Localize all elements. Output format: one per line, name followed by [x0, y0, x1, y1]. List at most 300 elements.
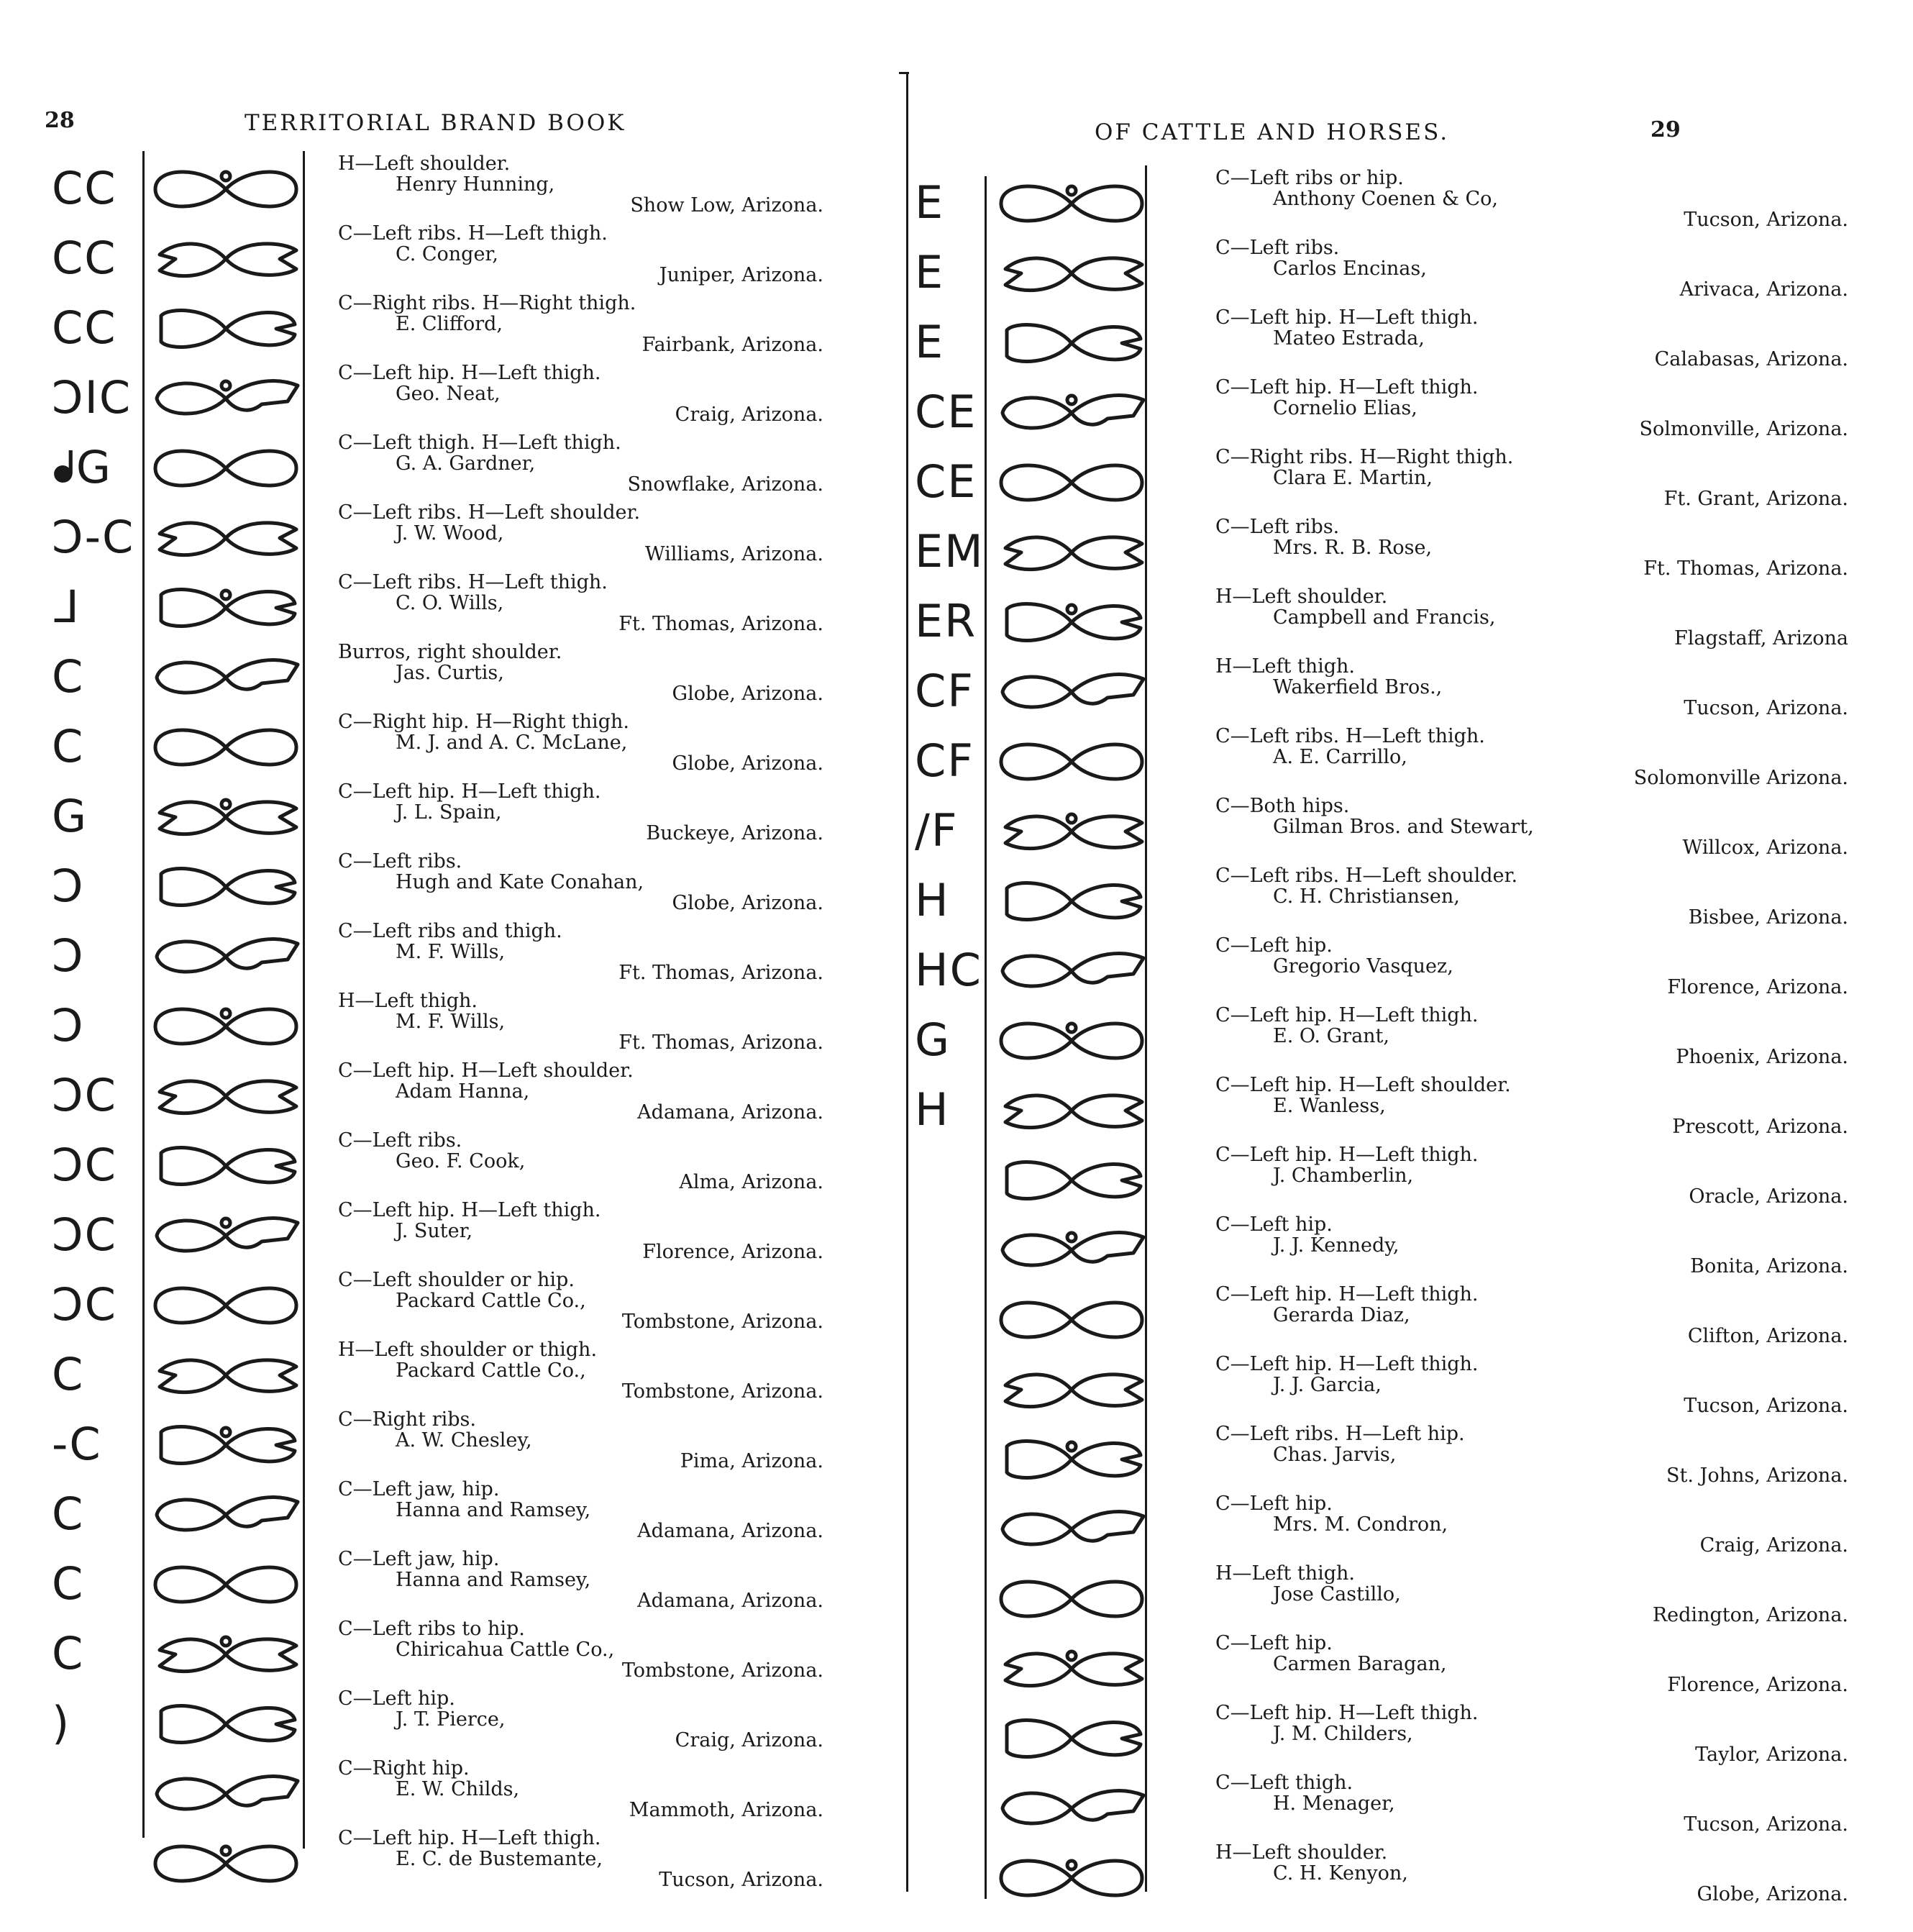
brand-entry — [338, 1688, 823, 1758]
brand-entry — [1215, 1144, 1848, 1214]
cattle-brand-letters — [915, 1154, 1001, 1205]
brand-location: C—Right hip. — [338, 1757, 470, 1780]
cattle-brand-letters: E — [915, 317, 945, 368]
owner-town: Ft. Thomas, Arizona. — [618, 613, 823, 635]
brand-location: C—Left ribs to hip. — [338, 1618, 525, 1640]
cattle-brand-letters: ƆC — [52, 1210, 117, 1260]
owner-town: Florence, Arizona. — [1667, 1674, 1848, 1696]
horse-brand-icon — [147, 512, 305, 567]
cattle-brand-letters — [915, 1224, 1001, 1275]
brand-entry — [1215, 447, 1848, 516]
owner-town: Globe, Arizona. — [672, 892, 823, 914]
brand-location: C—Right hip. H—Right thigh. — [338, 711, 629, 733]
owner-town: Ft. Thomas, Arizona. — [618, 962, 823, 984]
owner-name: J. M. Childers, — [1273, 1723, 1413, 1745]
entry-column — [338, 153, 823, 1897]
horse-brand-icon — [992, 1434, 1151, 1488]
brand-entry — [1215, 656, 1848, 726]
horse-brand-icon — [147, 1349, 305, 1404]
horse-brand-icon — [147, 1698, 305, 1753]
brand-entry — [1215, 1354, 1848, 1423]
owner-town: Show Low, Arizona. — [630, 194, 823, 217]
owner-town: Phoenix, Arizona. — [1676, 1046, 1848, 1068]
brand-location: C—Left hip. — [1215, 1493, 1333, 1515]
horse-brand-icon — [147, 442, 305, 497]
brand-entry — [338, 921, 823, 990]
brand-location: C—Left ribs. H—Left thigh. — [1215, 725, 1485, 747]
horse-brand-icon — [147, 373, 305, 427]
brand-location: C—Left thigh. — [1215, 1772, 1353, 1794]
owner-town: Calabasas, Arizona. — [1654, 348, 1848, 370]
cattle-brand-letters: Ɔ — [52, 931, 85, 981]
brand-entry — [1215, 935, 1848, 1005]
brand-location: C—Left ribs. — [1215, 237, 1340, 259]
owner-town: Mammoth, Arizona. — [629, 1799, 823, 1821]
cattle-brand-letters — [915, 1573, 1001, 1623]
owner-town: Tucson, Arizona. — [659, 1869, 823, 1891]
brand-entry — [1215, 1075, 1848, 1144]
owner-name: M. F. Wills, — [396, 1011, 506, 1033]
owner-town: Fairbank, Arizona. — [642, 334, 823, 356]
cattle-brand-letters: CC — [52, 163, 117, 214]
horse-brand-icon — [147, 1280, 305, 1334]
cattle-brand-letters — [52, 1838, 138, 1888]
owner-name: J. L. Spain, — [396, 801, 502, 824]
brand-entry — [1215, 168, 1848, 237]
owner-name: Hanna and Ramsey, — [396, 1569, 591, 1591]
cattle-brand-letters: H — [915, 875, 950, 926]
horse-brand-icon — [992, 1085, 1151, 1139]
owner-town: Florence, Arizona. — [1667, 976, 1848, 998]
horse-brand-icon — [992, 1782, 1151, 1837]
column-rule — [906, 72, 908, 1892]
brand-entry — [338, 153, 823, 223]
cattle-brand-letters — [915, 1713, 1001, 1763]
brand-entry — [338, 1758, 823, 1828]
page-header: TERRITORIAL BRAND BOOK — [245, 110, 626, 136]
owner-name: Geo. F. Cook, — [396, 1150, 526, 1172]
brand-location: C—Left ribs or hip. — [1215, 167, 1404, 189]
brand-entry — [338, 851, 823, 921]
brand-location: Burros, right shoulder. — [338, 641, 562, 663]
owner-name: Carlos Encinas, — [1273, 258, 1427, 280]
owner-town: Redington, Arizona. — [1652, 1604, 1848, 1626]
owner-name: E. Wanless, — [1273, 1095, 1386, 1117]
owner-town: Alma, Arizona. — [679, 1171, 823, 1193]
horse-brand-icon — [992, 1503, 1151, 1558]
owner-town: Globe, Arizona. — [672, 752, 823, 775]
brand-entry — [1215, 516, 1848, 586]
owner-name: Hanna and Ramsey, — [396, 1499, 591, 1521]
owner-name: J. Chamberlin, — [1273, 1165, 1414, 1187]
owner-name: M. J. and A. C. McLane, — [396, 732, 628, 754]
brand-entry — [338, 1339, 823, 1409]
brand-location: C—Right ribs. H—Right thigh. — [1215, 446, 1514, 468]
cattle-brand-letters: CE — [915, 457, 977, 507]
brand-entry — [338, 781, 823, 851]
cattle-brand-letters: C — [52, 652, 85, 702]
brand-entry — [338, 223, 823, 293]
brand-entry — [1215, 1005, 1848, 1075]
cattle-brand-letters: CE — [915, 387, 977, 437]
brand-location: C—Left hip. H—Left thigh. — [338, 780, 601, 803]
owner-town: Flagstaff, Arizona — [1674, 627, 1848, 650]
brand-entry — [338, 1130, 823, 1200]
horse-brand-icon — [992, 457, 1151, 511]
brand-location: C—Left ribs. — [338, 850, 462, 872]
owner-name: Campbell and Francis, — [1273, 606, 1496, 629]
brand-location: C—Left hip. — [1215, 1213, 1333, 1236]
cattle-brand-letters: C — [52, 721, 85, 772]
brand-location: C—Left hip. H—Left thigh. — [338, 1199, 601, 1221]
owner-name: Anthony Coenen & Co, — [1273, 188, 1498, 210]
horse-brand-icon — [992, 806, 1151, 860]
brand-entry — [1215, 377, 1848, 447]
brand-location: C—Left hip. H—Left thigh. — [1215, 1144, 1479, 1166]
owner-name: J. Suter, — [396, 1220, 473, 1242]
horse-brand-icon — [992, 1154, 1151, 1209]
owner-town: Tucson, Arizona. — [1684, 1813, 1848, 1836]
owner-town: Arivaca, Arizona. — [1679, 278, 1848, 301]
cattle-brand-letters — [915, 1643, 1001, 1693]
brand-location: C—Left hip. H—Left thigh. — [1215, 376, 1479, 398]
brand-location: C—Left hip. H—Left thigh. — [1215, 1353, 1479, 1375]
owner-town: Adamana, Arizona. — [637, 1101, 823, 1124]
cattle-brand-letters: ER — [915, 596, 977, 647]
owner-name: Jas. Curtis, — [396, 662, 504, 684]
brand-entry — [1215, 796, 1848, 865]
horse-brand-icon — [992, 1364, 1151, 1418]
owner-name: C. H. Kenyon, — [1273, 1862, 1408, 1885]
cattle-brand-letters: CF — [915, 736, 974, 786]
owner-town: Tombstone, Arizona. — [621, 1659, 823, 1682]
cattle-brand-letters: C — [52, 1559, 85, 1609]
brand-location: C—Left jaw, hip. — [338, 1478, 500, 1500]
horse-brand-icon — [992, 527, 1151, 581]
brand-location: C—Left ribs. H—Left thigh. — [338, 571, 608, 593]
brand-entry — [1215, 865, 1848, 935]
horse-brand-icon — [147, 1489, 305, 1544]
owner-town: Bonita, Arizona. — [1690, 1255, 1848, 1277]
cattle-brand-letters — [915, 1434, 1001, 1484]
owner-town: Tucson, Arizona. — [1684, 697, 1848, 719]
brand-entry — [1215, 1703, 1848, 1772]
brand-location: C—Left hip. H—Left thigh. — [1215, 1283, 1479, 1306]
horse-brand-icon — [147, 791, 305, 846]
owner-name: A. W. Chesley, — [396, 1429, 532, 1452]
brand-entry — [1215, 307, 1848, 377]
brand-location: C—Left ribs. H—Left hip. — [1215, 1423, 1465, 1445]
horse-brand-icon — [992, 1713, 1151, 1767]
page-number: 29 — [1651, 117, 1681, 142]
horse-brand-icon — [147, 721, 305, 776]
brand-location: C—Left ribs. H—Left shoulder. — [338, 501, 641, 524]
horse-brand-icon — [147, 233, 305, 288]
cattle-brand-letters: /F — [915, 806, 959, 856]
brand-entry — [1215, 1214, 1848, 1284]
horse-brand-icon — [992, 1573, 1151, 1628]
brand-entry — [1215, 1423, 1848, 1493]
owner-name: Mrs. R. B. Rose, — [1273, 537, 1433, 559]
owner-town: Snowflake, Arizona. — [627, 473, 823, 496]
cattle-brand-letters: Ɔ — [52, 1001, 85, 1051]
cattle-brand-letters: G — [915, 1015, 951, 1065]
brand-location: C—Left ribs. — [338, 1129, 462, 1152]
cattle-brand-letters: HC — [915, 945, 982, 995]
owner-town: Globe, Arizona. — [1697, 1883, 1848, 1905]
horse-brand-icon — [992, 945, 1151, 1000]
owner-name: G. A. Gardner, — [396, 452, 536, 475]
left-page — [0, 0, 899, 1932]
owner-town: Willcox, Arizona. — [1682, 837, 1848, 859]
owner-town: Williams, Arizona. — [644, 543, 823, 565]
owner-town: Adamana, Arizona. — [637, 1520, 823, 1542]
brand-entry — [1215, 726, 1848, 796]
owner-name: Mateo Estrada, — [1273, 327, 1425, 350]
owner-name: Mrs. M. Condron, — [1273, 1513, 1448, 1536]
horse-brand-icon — [992, 317, 1151, 372]
brand-entry — [338, 1549, 823, 1618]
brand-location: C—Left hip. — [1215, 1632, 1333, 1654]
cattle-brand-letters: H — [915, 1085, 950, 1135]
cattle-brand-letters: ᖱG — [52, 442, 112, 493]
owner-town: Adamana, Arizona. — [637, 1590, 823, 1612]
cattle-brand-letters: E — [915, 178, 945, 228]
horse-brand-icon — [992, 247, 1151, 302]
brand-location: C—Left hip. H—Left shoulder. — [338, 1060, 634, 1082]
page-header: OF CATTLE AND HORSES. — [1095, 119, 1450, 145]
owner-name: Chas. Jarvis, — [1273, 1444, 1397, 1466]
owner-name: Cornelio Elias, — [1273, 397, 1417, 419]
horse-brand-icon — [992, 666, 1151, 721]
owner-name: Packard Cattle Co., — [396, 1290, 586, 1312]
owner-name: Adam Hanna, — [396, 1080, 530, 1103]
owner-town: Ft. Thomas, Arizona. — [1643, 557, 1848, 580]
brand-entry — [338, 1060, 823, 1130]
owner-town: Globe, Arizona. — [672, 683, 823, 705]
cattle-brand-letters: -C — [52, 1419, 102, 1469]
horse-brand-icon — [147, 1838, 305, 1892]
brand-entry — [1215, 237, 1848, 307]
owner-town: Tucson, Arizona. — [1684, 1395, 1848, 1417]
owner-name: H. Menager, — [1273, 1792, 1395, 1815]
cattle-brand-letters: Ɔ-C — [52, 512, 135, 562]
brand-entry — [1215, 1284, 1848, 1354]
cattle-brand-letters: ƆIC — [52, 373, 132, 423]
entry-column — [1215, 168, 1848, 1912]
owner-name: J. J. Kennedy, — [1273, 1234, 1400, 1257]
owner-name: Henry Hunning, — [396, 173, 555, 196]
brand-location: C—Left hip. H—Left thigh. — [1215, 1004, 1479, 1026]
horse-brand-icon — [147, 1559, 305, 1613]
owner-town: Tombstone, Arizona. — [621, 1311, 823, 1333]
brand-location: C—Both hips. — [1215, 795, 1350, 817]
brand-entry — [1215, 1842, 1848, 1912]
brand-entry — [338, 502, 823, 572]
horse-brand-icon — [147, 1768, 305, 1823]
brand-location: C—Left hip. H—Left thigh. — [1215, 306, 1479, 329]
horse-brand-icon — [992, 875, 1151, 930]
owner-town: Florence, Arizona. — [642, 1241, 823, 1263]
brand-entry — [338, 711, 823, 781]
owner-town: Ft. Thomas, Arizona. — [618, 1031, 823, 1054]
horse-brand-icon — [147, 1419, 305, 1474]
brand-entry — [1215, 1493, 1848, 1563]
brand-entry — [338, 1409, 823, 1479]
horse-brand-icon — [147, 1140, 305, 1195]
brand-location: H—Left shoulder. — [1215, 585, 1388, 608]
brand-entry — [338, 1618, 823, 1688]
brand-location: C—Right ribs. H—Right thigh. — [338, 292, 636, 314]
cattle-brand-letters: C — [52, 1628, 85, 1679]
brand-entry — [338, 293, 823, 363]
owner-name: J. W. Wood, — [396, 522, 504, 544]
cattle-brand-letters: ƆC — [52, 1070, 117, 1121]
brand-location: C—Left hip. — [1215, 934, 1333, 957]
owner-name: Carmen Baragan, — [1273, 1653, 1447, 1675]
cattle-brand-letters — [915, 1364, 1001, 1414]
brand-entry — [338, 572, 823, 642]
owner-town: Oracle, Arizona. — [1689, 1185, 1848, 1208]
horse-brand-icon — [992, 1015, 1151, 1070]
owner-name: C. H. Christiansen, — [1273, 885, 1460, 908]
owner-name: Clara E. Martin, — [1273, 467, 1433, 489]
brand-entry — [1215, 1633, 1848, 1703]
brand-location: C—Left jaw, hip. — [338, 1548, 500, 1570]
horse-brand-icon — [147, 582, 305, 637]
horse-brand-icon — [992, 178, 1151, 232]
cattle-brand-letters: E — [915, 247, 945, 298]
brand-location: C—Left ribs. — [1215, 516, 1340, 538]
cattle-brand-letters — [915, 1782, 1001, 1833]
brand-location: C—Left hip. H—Left shoulder. — [1215, 1074, 1511, 1096]
owner-name: Gilman Bros. and Stewart, — [1273, 816, 1534, 838]
horse-brand-icon — [147, 931, 305, 985]
brand-entry — [1215, 586, 1848, 656]
horse-brand-icon — [992, 1294, 1151, 1349]
owner-name: M. F. Wills, — [396, 941, 506, 963]
cattle-brand-letters: Ɔ — [52, 861, 85, 911]
brand-location: H—Left thigh. — [1215, 655, 1356, 678]
cattle-brand-letters — [52, 1768, 138, 1818]
horse-brand-icon — [147, 1001, 305, 1055]
brand-location: C—Left ribs and thigh. — [338, 920, 562, 942]
owner-name: E. O. Grant, — [1273, 1025, 1389, 1047]
owner-name: A. E. Carrillo, — [1273, 746, 1407, 768]
column-rule-tick — [899, 72, 909, 74]
brand-entry — [338, 1200, 823, 1270]
owner-name: J. J. Garcia, — [1273, 1374, 1382, 1396]
cattle-brand-letters: CF — [915, 666, 974, 716]
cattle-brand-letters: ƆC — [52, 1140, 117, 1190]
owner-name: Jose Castillo, — [1273, 1583, 1401, 1605]
brand-location: C—Left thigh. H—Left thigh. — [338, 432, 621, 454]
brand-location: C—Left hip. — [338, 1687, 455, 1710]
brand-location: C—Right ribs. — [338, 1408, 476, 1431]
horse-brand-icon — [147, 861, 305, 916]
cattle-brand-letters: ƆC — [52, 1280, 117, 1330]
owner-town: Tombstone, Arizona. — [621, 1380, 823, 1403]
brand-entry — [338, 432, 823, 502]
cattle-brand-letters — [915, 1294, 1001, 1344]
brand-location: C—Left shoulder or hip. — [338, 1269, 575, 1291]
owner-name: E. C. de Bustemante, — [396, 1848, 603, 1870]
owner-name: Wakerfield Bros., — [1273, 676, 1443, 698]
owner-name: C. Conger, — [396, 243, 498, 265]
brand-location: H—Left thigh. — [1215, 1562, 1356, 1585]
owner-town: Pima, Arizona. — [680, 1450, 823, 1472]
owner-name: J. T. Pierce, — [396, 1708, 506, 1731]
right-page — [899, 0, 1913, 1932]
brand-entry — [338, 1479, 823, 1549]
page-number: 28 — [45, 108, 75, 133]
owner-name: Gregorio Vasquez, — [1273, 955, 1453, 978]
brand-entry — [338, 363, 823, 432]
brand-entry — [338, 642, 823, 711]
cattle-brand-letters — [915, 1852, 1001, 1903]
horse-brand-icon — [147, 163, 305, 218]
owner-town: Tucson, Arizona. — [1684, 209, 1848, 231]
owner-name: E. Clifford, — [396, 313, 503, 335]
owner-town: Clifton, Arizona. — [1687, 1325, 1848, 1347]
owner-town: Prescott, Arizona. — [1672, 1116, 1848, 1138]
cattle-brand-letters: C — [52, 1349, 85, 1400]
brand-entry — [338, 990, 823, 1060]
owner-town: Solomonville Arizona. — [1633, 767, 1848, 789]
brand-location: C—Left ribs. H—Left shoulder. — [1215, 865, 1518, 887]
cattle-brand-letters: CC — [52, 233, 117, 283]
owner-name: E. W. Childs, — [396, 1778, 520, 1800]
cattle-brand-letters: ) — [52, 1698, 71, 1749]
owner-town: Craig, Arizona. — [675, 1729, 823, 1751]
horse-brand-icon — [992, 1224, 1151, 1279]
owner-town: Ft. Grant, Arizona. — [1663, 488, 1848, 510]
owner-town: Taylor, Arizona. — [1695, 1744, 1848, 1766]
brand-location: C—Left ribs. H—Left thigh. — [338, 222, 608, 245]
owner-name: Gerarda Diaz, — [1273, 1304, 1410, 1326]
brand-location: H—Left shoulder. — [1215, 1841, 1388, 1864]
owner-town: Buckeye, Arizona. — [646, 822, 823, 844]
owner-town: Craig, Arizona. — [1699, 1534, 1848, 1557]
brand-location: H—Left shoulder or thigh. — [338, 1339, 598, 1361]
horse-brand-icon — [147, 652, 305, 706]
brand-entry — [1215, 1772, 1848, 1842]
horse-brand-icon — [992, 1643, 1151, 1698]
brand-location: H—Left thigh. — [338, 990, 478, 1012]
owner-town: Juniper, Arizona. — [659, 264, 823, 286]
brand-entry — [338, 1270, 823, 1339]
brand-entry — [1215, 1563, 1848, 1633]
cattle-brand-letters: C — [52, 1489, 85, 1539]
cattle-brand-letters: G — [52, 791, 88, 842]
horse-brand-icon — [147, 303, 305, 357]
owner-name: Packard Cattle Co., — [396, 1359, 586, 1382]
horse-brand-icon — [992, 736, 1151, 790]
horse-brand-icon — [147, 1628, 305, 1683]
cattle-brand-letters: EM — [915, 527, 985, 577]
cattle-brand-letters: ᒧ — [52, 582, 81, 632]
cattle-brand-letters — [915, 1503, 1001, 1554]
owner-name: Geo. Neat, — [396, 383, 501, 405]
owner-name: C. O. Wills, — [396, 592, 504, 614]
horse-brand-icon — [992, 387, 1151, 442]
owner-name: Hugh and Kate Conahan, — [396, 871, 644, 893]
horse-brand-icon — [992, 596, 1151, 651]
column-rule — [142, 151, 145, 1838]
owner-town: Craig, Arizona. — [675, 404, 823, 426]
horse-brand-icon — [992, 1852, 1151, 1907]
owner-town: St. Johns, Arizona. — [1666, 1464, 1848, 1487]
